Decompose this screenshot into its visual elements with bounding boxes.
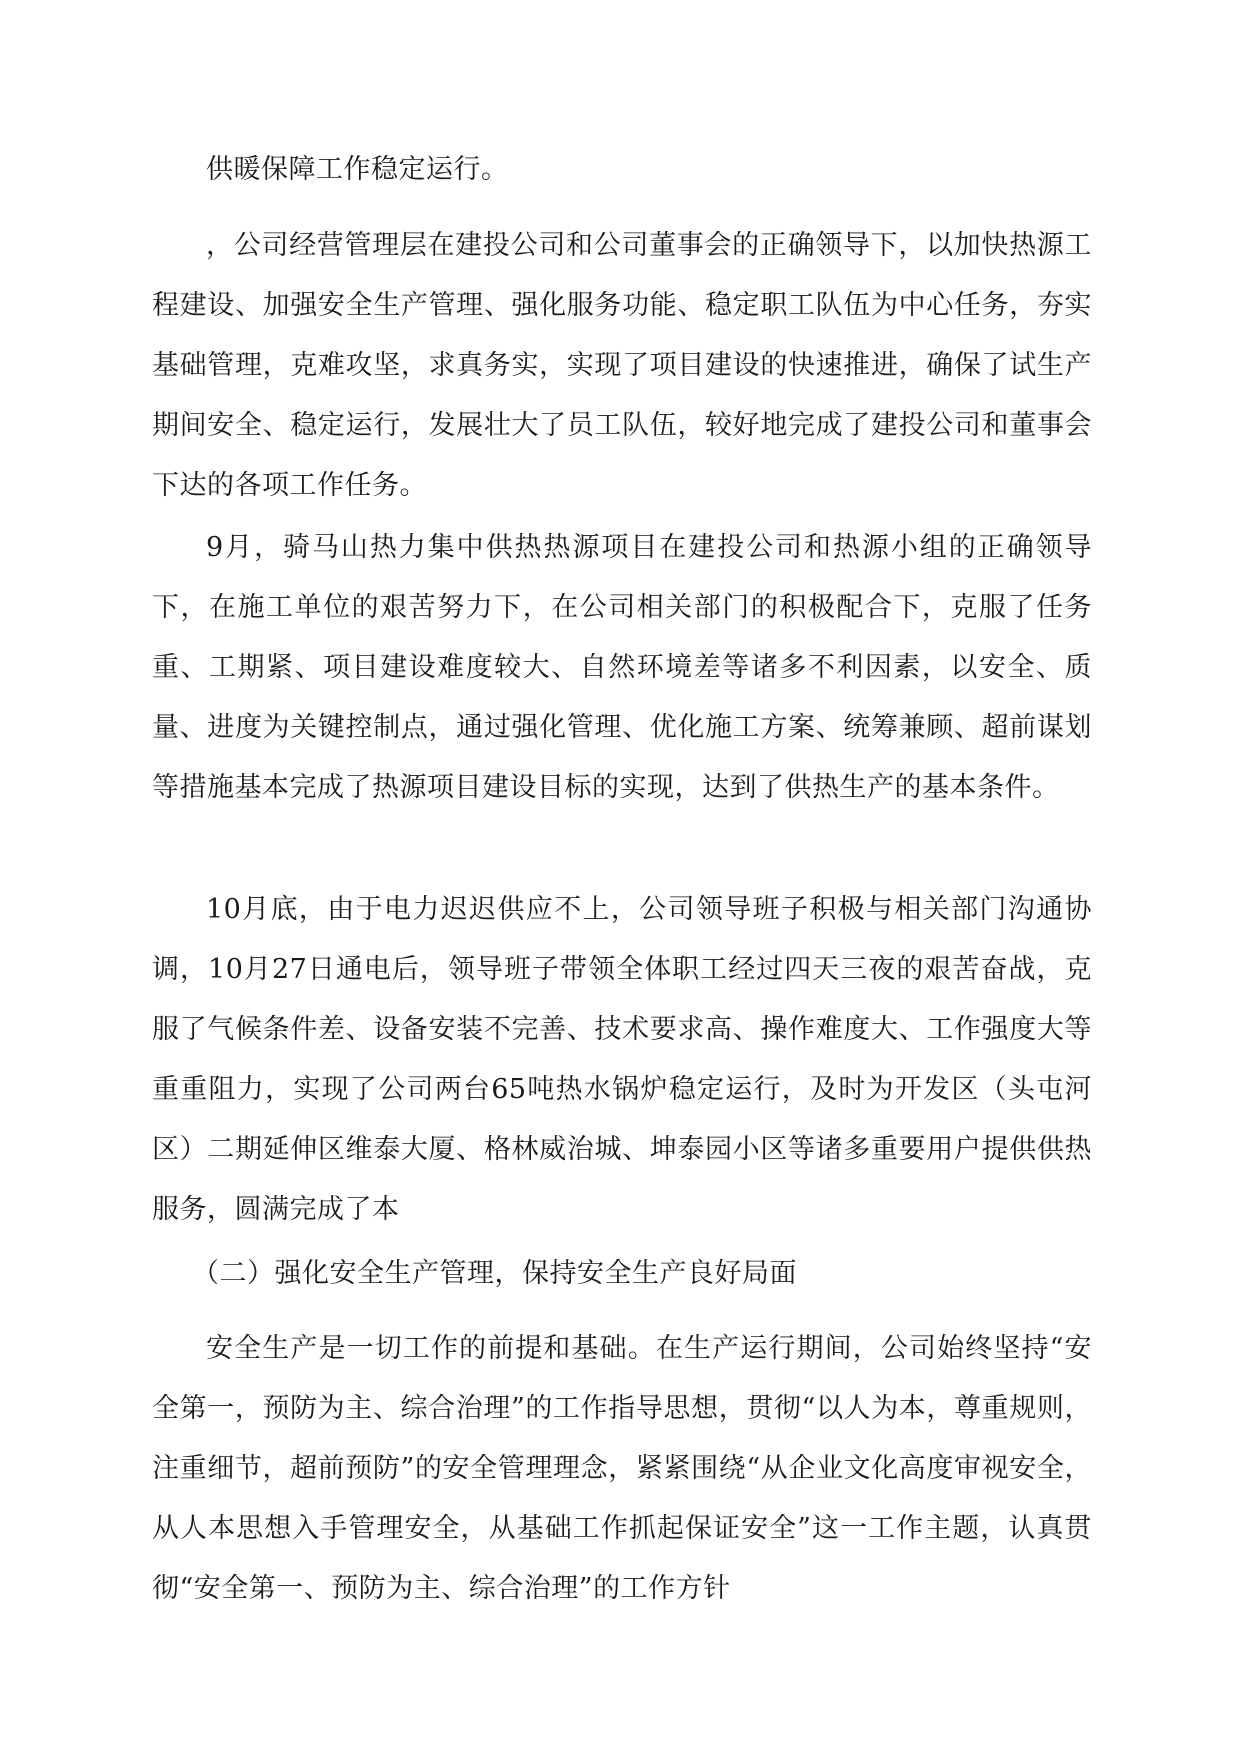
paragraph-september-project: 9月，骑马山热力集中供热热源项目在建投公司和热源小组的正确领导下，在施工单位的艰苦努力下，在公司相关部门的积极配合下，克服了任务重、工期紧、项目建设难度较大、自然环境差等诸多不利因素，以安全、质量、进度为关键控制点，通过强化管理、优化施工方案、统筹兼顾、超前谋划等措施基本完成了热源项目建设目标的实现，达到了供热生产的基本条件。 xyxy=(152,532,1092,803)
paragraph-management-overview: ，公司经营管理层在建投公司和公司董事会的正确领导下，以加快热源工程建设、加强安全生产管理、强化服务功能、稳定职工队伍为中心任务，夯实基础管理，克难攻坚，求真务实，实现了项目建设的快速推进，确保了试生产期间安全、稳定运行，发展壮大了员工队伍，较好地完成了建投公司和董事会下达的各项工作任务。 xyxy=(152,230,1092,501)
paragraph-heating-guarantee: 供暖保障工作稳定运行。 xyxy=(206,154,509,185)
paragraph-october-operation: 10月底，由于电力迟迟供应不上，公司领导班子积极与相关部门沟通协调，10月27日通电后，领导班子带领全体职工经过四天三夜的艰苦奋战，克服了气候条件差、设备安装不完善、技术要求高、操作难度大、工作强度大等重重阻力，实现了公司两台65吨热水锅炉稳定运行，及时为开发区（头屯河区）二期延伸区维泰大厦、格林威治城、坤泰园小区等诸多重要用户提供供热服务，圆满完成了本 xyxy=(152,894,1092,1225)
paragraph-safety-production: 安全生产是一切工作的前提和基础。在生产运行期间，公司始终坚持“安全第一，预防为主、综合治理”的工作指导思想，贯彻“以人为本，尊重规则，注重细节，超前预防”的安全管理理念，紧紧围绕“从企业文化高度审视安全，从人本思想入手管理安全，从基础工作抓起保证安全”这一工作主题，认真贯彻“安全第一、预防为主、综合治理”的工作方针 xyxy=(152,1333,1092,1604)
section-heading-safety: （二）强化安全生产管理，保持安全生产良好局面 xyxy=(192,1258,797,1289)
